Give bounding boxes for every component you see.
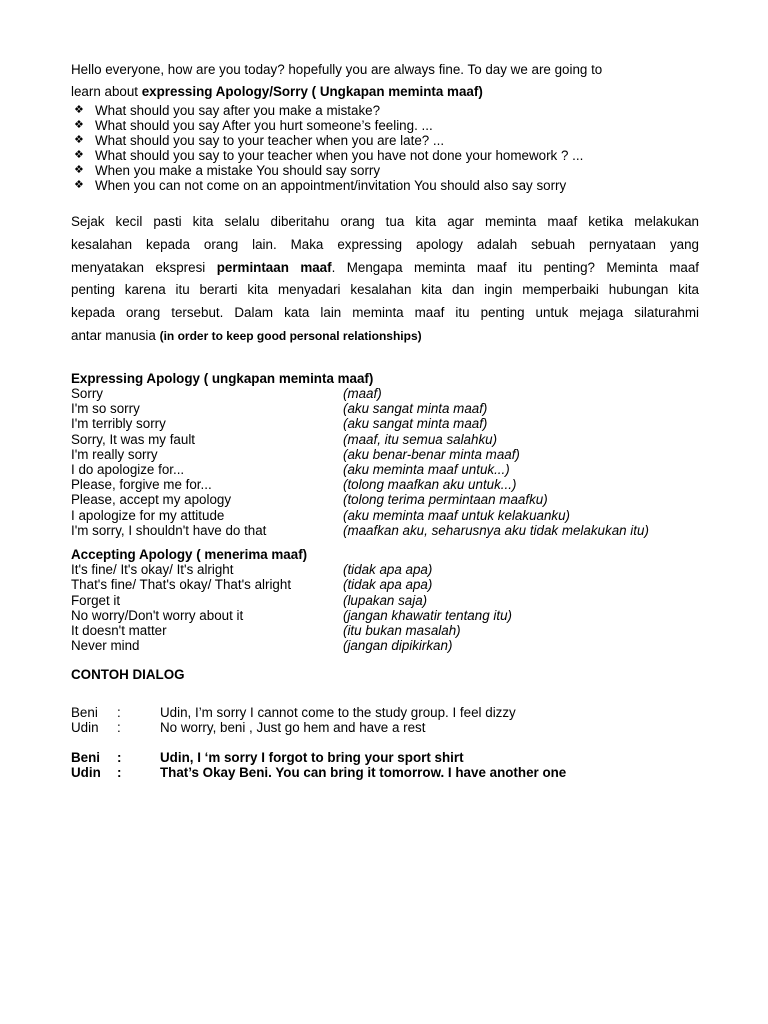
expressing-table xyxy=(71,386,649,538)
list-item-text: When you can not come on an appointment/invitation You should also say sorry xyxy=(95,178,567,193)
paragraph-line: penting karena itu berarti kita menyadari kesalahan kita dan ingin memperbaiki hubungan kita xyxy=(71,282,699,298)
expressing-row xyxy=(71,508,649,523)
indonesian-translation: (aku meminta maaf untuk kelakuanku) xyxy=(343,507,571,523)
accepting-table xyxy=(71,562,512,653)
indonesian-translation: (aku sangat minta maaf) xyxy=(343,401,488,417)
paragraph-emphasis: (in order to keep good personal relationships) xyxy=(159,328,422,343)
diamond-bullet-icon: ❖ xyxy=(74,179,84,191)
indonesian-translation: (jangan dipikirkan) xyxy=(343,638,453,654)
accepting-row xyxy=(71,593,512,608)
expressing-row xyxy=(71,477,649,492)
paragraph-line xyxy=(71,257,699,280)
accepting-row xyxy=(71,623,512,638)
expressing-title: Expressing Apology ( ungkapan meminta maaf) xyxy=(71,370,374,386)
indonesian-translation: (maafkan aku, seharusnya aku tidak melakukan itu) xyxy=(343,522,649,538)
accepting-row xyxy=(71,577,512,592)
english-phrase: It's fine/ It's okay/ It's alright xyxy=(71,562,234,578)
explanation-paragraph xyxy=(71,211,699,348)
expressing-row xyxy=(71,462,649,477)
indonesian-translation: (aku meminta maaf untuk...) xyxy=(343,462,510,477)
english-phrase: I'm really sorry xyxy=(71,446,158,462)
english-phrase: Forget it xyxy=(71,592,121,608)
dialog-section xyxy=(71,667,699,780)
dialog-colon: : xyxy=(117,750,122,766)
indonesian-translation: (tolong terima permintaan maafku) xyxy=(343,492,548,508)
dialog-line xyxy=(71,765,699,780)
english-phrase: It doesn't matter xyxy=(71,623,167,639)
list-item xyxy=(74,148,699,163)
dialog-line xyxy=(71,705,699,720)
english-phrase: I do apologize for... xyxy=(71,462,185,477)
dialog-first xyxy=(71,705,699,735)
english-phrase: I'm so sorry xyxy=(71,401,140,417)
paragraph-text: . Mengapa meminta maaf itu penting? Meminta maaf xyxy=(331,259,699,275)
list-item xyxy=(74,118,699,133)
dialog-speaker: Beni xyxy=(71,704,98,720)
dialog-colon: : xyxy=(117,719,121,735)
dialog-speaker: Udin xyxy=(71,765,101,781)
dialog-second xyxy=(71,750,699,780)
intro-line-2 xyxy=(71,81,699,103)
expressing-row xyxy=(71,447,649,462)
english-phrase: Sorry xyxy=(71,385,103,401)
english-phrase: I'm terribly sorry xyxy=(71,416,166,432)
indonesian-translation: (tidak apa apa) xyxy=(343,562,433,578)
indonesian-translation: (jangan khawatir tentang itu) xyxy=(343,607,512,623)
expressing-section xyxy=(71,371,699,538)
dialog-text: Udin, I ‘m sorry I forgot to bring your sport shirt xyxy=(160,750,464,766)
accepting-section xyxy=(71,547,699,653)
diamond-bullet-icon: ❖ xyxy=(74,164,84,176)
dialog-colon: : xyxy=(117,704,121,720)
list-item-text: What should you say to your teacher when you have not done your homework ? ... xyxy=(95,148,584,163)
document-page xyxy=(71,59,699,780)
indonesian-translation: (maaf, itu semua salahku) xyxy=(343,431,498,447)
english-phrase: Please, forgive me for... xyxy=(71,477,212,493)
paragraph-line: kesalahan kepada orang lain. Maka expressing apology adalah sebuah pernyataan yang xyxy=(71,236,699,252)
diamond-bullet-icon: ❖ xyxy=(74,119,84,131)
dialog-speaker: Beni xyxy=(71,750,101,766)
indonesian-translation: (maaf) xyxy=(343,385,382,401)
indonesian-translation: (aku benar-benar minta maaf) xyxy=(343,446,520,462)
english-phrase: Never mind xyxy=(71,638,140,654)
diamond-bullet-icon: ❖ xyxy=(74,149,84,161)
expressing-row xyxy=(71,386,649,401)
english-phrase: I apologize for my attitude xyxy=(71,507,225,523)
accepting-row xyxy=(71,562,512,577)
expressing-row xyxy=(71,523,649,538)
diamond-bullet-icon: ❖ xyxy=(74,134,84,146)
accepting-row xyxy=(71,608,512,623)
accepting-row xyxy=(71,638,512,653)
accepting-title: Accepting Apology ( menerima maaf) xyxy=(71,547,308,563)
english-phrase: I'm sorry, I shouldn't have do that xyxy=(71,522,267,538)
dialog-text: That’s Okay Beni. You can bring it tomorrow. I have another one xyxy=(160,765,567,781)
english-phrase: Please, accept my apology xyxy=(71,492,232,508)
paragraph-text: antar manusia xyxy=(71,327,160,343)
indonesian-translation: (tidak apa apa) xyxy=(343,577,433,593)
paragraph-line xyxy=(71,325,699,348)
list-item xyxy=(74,163,699,178)
list-item-text: What should you say after you make a mistake? xyxy=(95,103,381,118)
english-phrase: That's fine/ That's okay/ That's alright xyxy=(71,577,292,593)
diamond-bullet-icon: ❖ xyxy=(74,104,84,116)
expressing-row xyxy=(71,416,649,431)
dialog-text: No worry, beni , Just go hem and have a rest xyxy=(160,719,426,735)
intro-topic: expressing Apology/Sorry ( Ungkapan meminta maaf) xyxy=(141,84,483,99)
list-item-text: What should you say After you hurt someone’s feeling. ... xyxy=(95,118,433,133)
list-item xyxy=(74,178,699,193)
list-item-text: What should you say to your teacher when you are late? ... xyxy=(95,133,445,148)
paragraph-emphasis: permintaan maaf xyxy=(216,259,332,275)
intro-section xyxy=(71,59,699,103)
dialog-text: Udin, I’m sorry I cannot come to the study group. I feel dizzy xyxy=(160,704,516,720)
paragraph-line: Sejak kecil pasti kita selalu diberitahu orang tua kita agar meminta maaf ketika melakukan xyxy=(71,214,699,229)
list-item xyxy=(74,103,699,118)
list-item xyxy=(74,133,699,148)
indonesian-translation: (itu bukan masalah) xyxy=(343,623,461,639)
indonesian-translation: (aku sangat minta maaf) xyxy=(343,416,488,432)
intro-line-1: Hello everyone, how are you today? hopefully you are always fine. To day we are going to xyxy=(71,62,603,77)
dialog-line xyxy=(71,720,699,735)
expressing-row xyxy=(71,401,649,416)
dialog-speaker: Udin xyxy=(71,719,99,735)
expressing-row xyxy=(71,432,649,447)
indonesian-translation: (tolong maafkan aku untuk...) xyxy=(343,477,517,493)
dialog-colon: : xyxy=(117,765,122,781)
expressing-row xyxy=(71,492,649,507)
paragraph-line: kepada orang tersebut. Dalam kata lain meminta maaf itu penting untuk mejaga silaturahmi xyxy=(71,305,699,321)
question-list xyxy=(71,103,699,193)
intro-line-2-text: learn about xyxy=(71,84,142,99)
list-item-text: When you make a mistake You should say sorry xyxy=(95,163,381,178)
dialog-title: CONTOH DIALOG xyxy=(71,667,185,683)
english-phrase: Sorry, It was my fault xyxy=(71,431,196,447)
indonesian-translation: (lupakan saja) xyxy=(343,592,428,608)
english-phrase: No worry/Don't worry about it xyxy=(71,607,244,623)
paragraph-text: menyatakan ekspresi xyxy=(71,259,217,275)
dialog-line xyxy=(71,750,699,765)
